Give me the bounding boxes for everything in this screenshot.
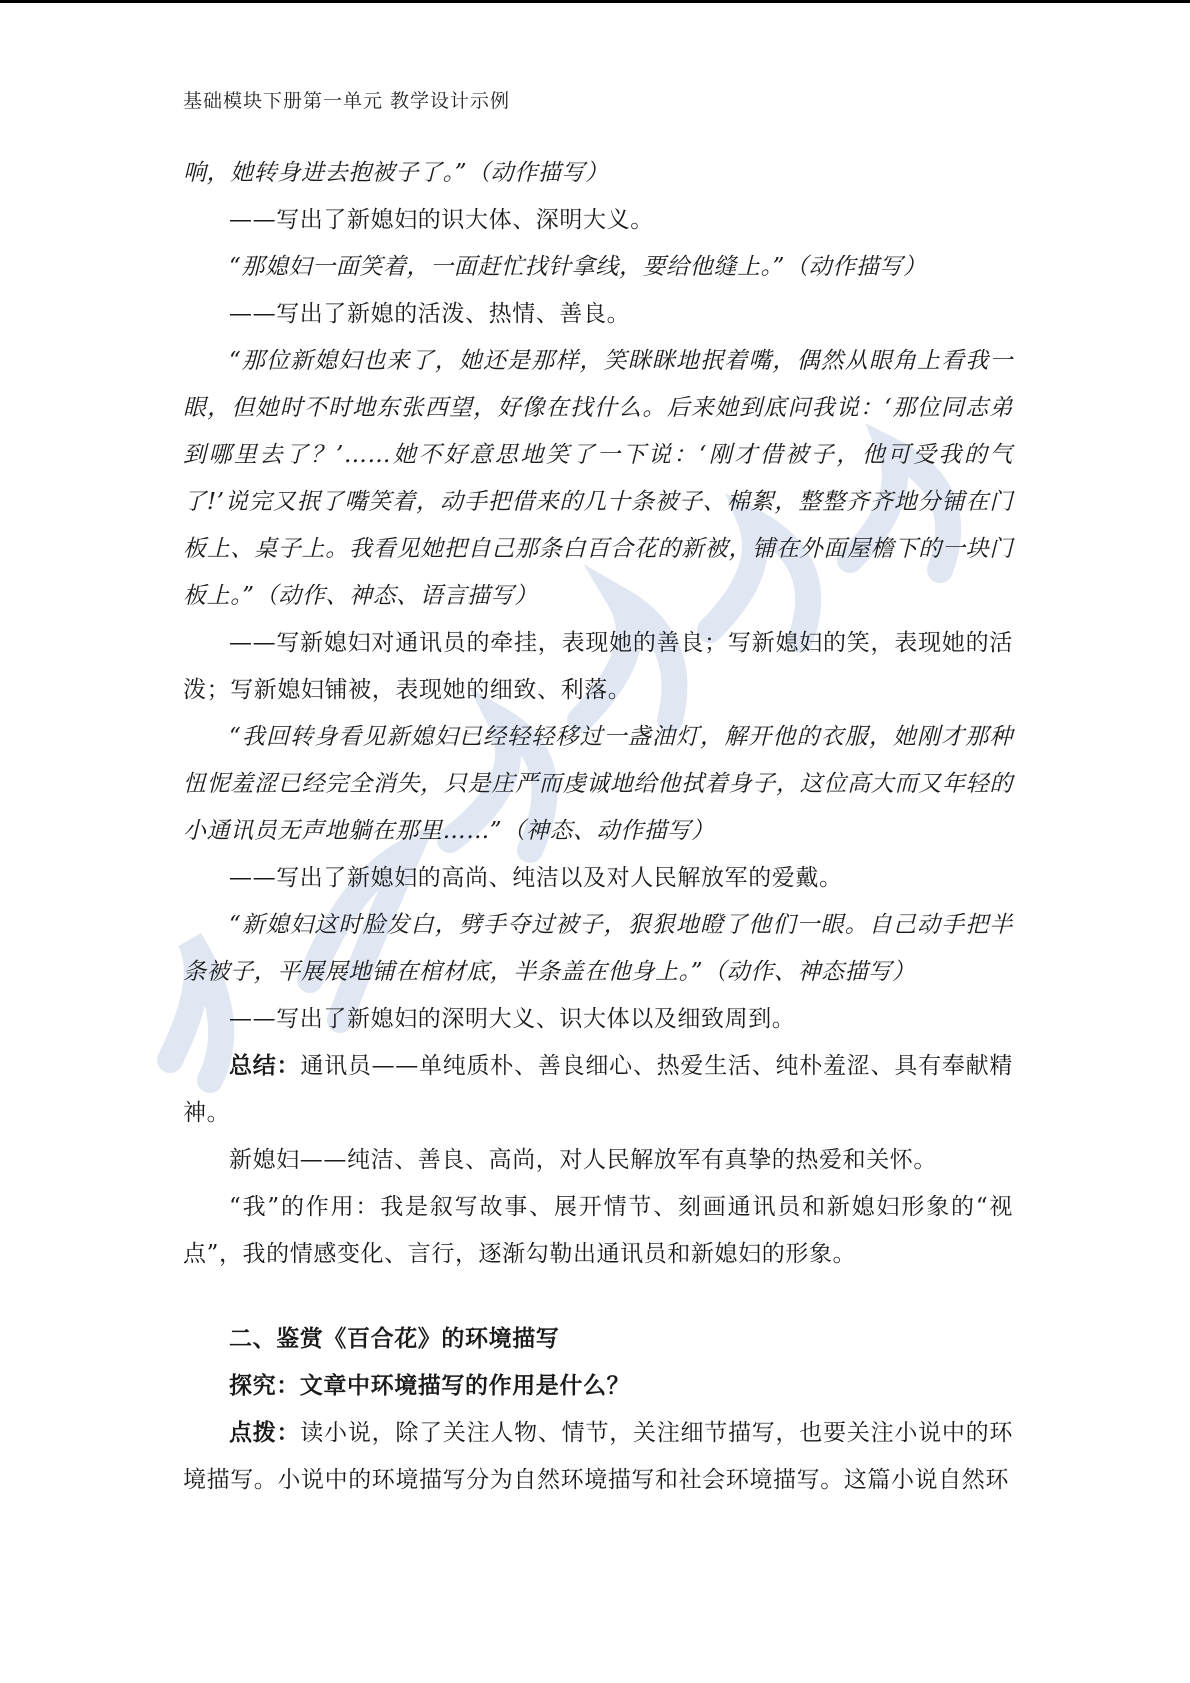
page-header: 基础模块下册第一单元 教学设计示例 [183,90,511,112]
narrator-role-paragraph: “我”的作用：我是叙写故事、展开情节、刻画通讯员和新媳妇形象的“视点”，我的情感变化、言行，逐渐勾勒出通讯员和新媳妇的形象。 [183,1194,1013,1267]
quote-paragraph: “我回转身看见新媳妇已经轻轻移过一盏油灯，解开他的衣服，她刚才那种忸怩羞涩已经完全消失，只是庄严而虔诚地给他拭着身子，这位高大而又年轻的小通讯员无声地躺在那里……”（神态、动作描写） [183,724,1013,844]
top-border-line [0,0,1190,3]
summary-paragraph [183,1043,1013,1137]
summary-text: 通讯员——单纯质朴、善良细心、热爱生活、纯朴羞涩、具有奉献精神。 [183,1053,1013,1126]
hint-label: 点拨： [229,1420,301,1446]
analysis-line: ——写出了新媳的活泼、热情、善良。 [229,301,631,327]
analysis-line: ——写出了新媳妇的识大体、深明大义。 [229,207,654,233]
summary-label: 总结： [229,1053,301,1079]
explore-question: 探究：文章中环境描写的作用是什么？ [229,1373,631,1399]
hint-text: 读小说，除了关注人物、情节，关注细节描写，也要关注小说中的环境描写。小说中的环境描写分为自然环境描写和社会环境描写。这篇小说自然环 [183,1420,1013,1493]
document-body [183,150,1013,1504]
analysis-line: ——写出了新媳妇的深明大义、识大体以及细致周到。 [229,1006,796,1032]
summary-paragraph: 新媳妇——纯洁、善良、高尚，对人民解放军有真挚的热爱和关怀。 [229,1147,937,1173]
hint-paragraph [183,1410,1013,1504]
analysis-line: ——写出了新媳妇的高尚、纯洁以及对人民解放军的爱戴。 [229,865,843,891]
analysis-line: ——写新媳妇对通讯员的牵挂，表现她的善良；写新媳妇的笑，表现她的活泼；写新媳妇铺被，表现她的细致、利落。 [183,630,1013,703]
quote-paragraph: “新媳妇这时脸发白，劈手夺过被子，狠狠地瞪了他们一眼。自己动手把半条被子，平展展地铺在棺材底，半条盖在他身上。”（动作、神态描写） [183,912,1013,985]
quote-paragraph: “那媳妇一面笑着，一面赶忙找针拿线，要给他缝上。”（动作描写） [229,254,927,280]
section-title: 二、鉴赏《百合花》的环境描写 [229,1326,560,1352]
paragraph: 响，她转身进去抱被子了。”（动作描写） [183,160,609,186]
quote-paragraph: “那位新媳妇也来了，她还是那样，笑眯眯地抿着嘴，偶然从眼角上看我一眼，但她时不时地东张西望，好像在找什么。后来她到底问我说：‘那位同志弟到哪里去了？’……她不好意思地笑了一下说：‘刚才借被子，他可受我的气了!’说完又抿了嘴笑着，动手把借来的几十条被子、棉絮，整整齐齐地分铺在门板上、桌子上。我看见她把自己那条白百合花的新被，铺在外面屋檐下的一块门板上。”（动作、神态、语言描写） [183,348,1013,609]
